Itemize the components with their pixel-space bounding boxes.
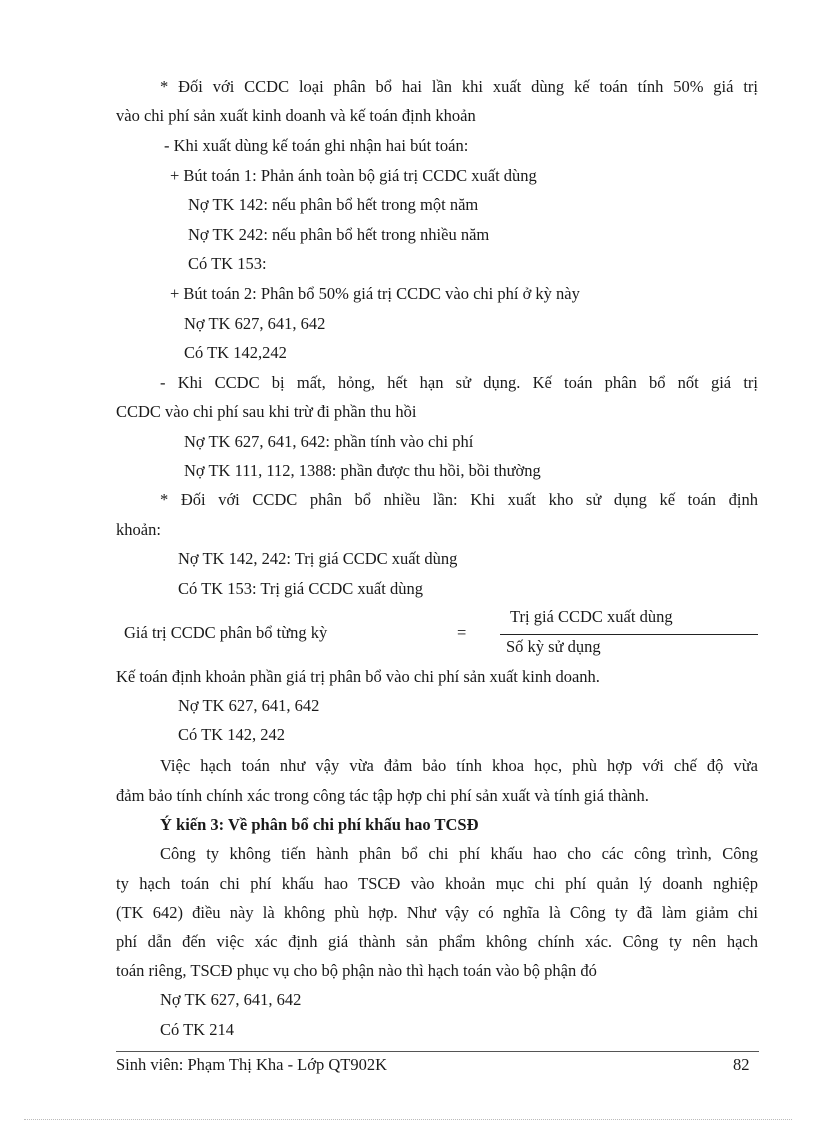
page-number: 82 bbox=[733, 1055, 750, 1074]
paragraph-line: + Bút toán 1: Phản ánh toàn bộ giá trị CCDC xuất dùng bbox=[170, 166, 537, 185]
paragraph-line: Việc hạch toán như vậy vừa đảm bảo tính khoa học, phù hợp với chế độ vừa bbox=[160, 756, 758, 775]
fraction-bar bbox=[500, 634, 758, 635]
section-heading: Ý kiến 3: Về phân bổ chi phí khấu hao TCSĐ bbox=[160, 815, 479, 834]
journal-entry-line: Nợ TK 242: nếu phân bổ hết trong nhiều năm bbox=[188, 225, 490, 244]
journal-entry-line: Nợ TK 627, 641, 642: phần tính vào chi phí bbox=[184, 432, 474, 451]
footer-divider bbox=[116, 1051, 759, 1052]
paragraph-line: - Khi CCDC bị mất, hỏng, hết hạn sử dụng. Kế toán phân bổ nốt giá trị bbox=[160, 373, 758, 392]
paragraph-line: toán riêng, TSCĐ phục vụ cho bộ phận nào thì hạch toán vào bộ phận đó bbox=[116, 961, 597, 980]
journal-entry-line: Nợ TK 627, 641, 642 bbox=[184, 314, 326, 333]
journal-entry-line: Nợ TK 627, 641, 642 bbox=[160, 990, 302, 1009]
journal-entry-line: Có TK 142,242 bbox=[184, 343, 287, 362]
journal-entry-line: Nợ TK 142: nếu phân bổ hết trong một năm bbox=[188, 195, 479, 214]
journal-entry-line: Nợ TK 111, 112, 1388: phần được thu hồi, bồi thường bbox=[184, 461, 541, 480]
formula-left: Giá trị CCDC phân bổ từng kỳ bbox=[124, 623, 328, 642]
journal-entry-line: Có TK 153: bbox=[188, 254, 267, 273]
journal-entry-line: Có TK 142, 242 bbox=[178, 725, 285, 744]
paragraph-line: * Đối với CCDC loại phân bổ hai lần khi xuất dùng kế toán tính 50% giá trị bbox=[160, 77, 758, 96]
journal-entry-line: Có TK 153: Trị giá CCDC xuất dùng bbox=[178, 579, 423, 598]
page-edge bbox=[24, 1119, 792, 1120]
paragraph-line: vào chi phí sản xuất kinh doanh và kế toán định khoản bbox=[116, 106, 476, 125]
journal-entry-line: Nợ TK 142, 242: Trị giá CCDC xuất dùng bbox=[178, 549, 458, 568]
paragraph-line: Kế toán định khoản phần giá trị phân bổ vào chi phí sản xuất kinh doanh. bbox=[116, 667, 600, 686]
formula-numerator: Trị giá CCDC xuất dùng bbox=[510, 607, 673, 626]
paragraph-line: CCDC vào chi phí sau khi trừ đi phần thu hồi bbox=[116, 402, 417, 421]
paragraph-line: phí dẫn đến việc xác định giá thành sản phẩm không chính xác. Công ty nên hạch bbox=[116, 932, 758, 951]
paragraph-line: + Bút toán 2: Phân bổ 50% giá trị CCDC vào chi phí ở kỳ này bbox=[170, 284, 580, 303]
journal-entry-line: Có TK 214 bbox=[160, 1020, 234, 1039]
formula-denominator: Số kỳ sử dụng bbox=[506, 637, 601, 656]
paragraph-line: (TK 642) điều này là không phù hợp. Như vậy có nghĩa là Công ty đã làm giảm chi bbox=[116, 903, 758, 922]
formula-equals: = bbox=[457, 623, 467, 642]
paragraph-line: Công ty không tiến hành phân bổ chi phí khấu hao cho các công trình, Công bbox=[160, 844, 758, 863]
paragraph-line: khoản: bbox=[116, 520, 161, 539]
paragraph-line: đảm bảo tính chính xác trong công tác tập hợp chi phí sản xuất và tính giá thành. bbox=[116, 786, 649, 805]
paragraph-line: - Khi xuất dùng kế toán ghi nhận hai bút toán: bbox=[164, 136, 469, 155]
journal-entry-line: Nợ TK 627, 641, 642 bbox=[178, 696, 320, 715]
paragraph-line: ty hạch toán chi phí khấu hao TSCĐ vào khoản mục chi phí quản lý doanh nghiệp bbox=[116, 874, 758, 893]
paragraph-line: * Đối với CCDC phân bổ nhiều lần: Khi xuất kho sử dụng kế toán định bbox=[160, 490, 758, 509]
footer-author: Sinh viên: Phạm Thị Kha - Lớp QT902K bbox=[116, 1055, 388, 1074]
